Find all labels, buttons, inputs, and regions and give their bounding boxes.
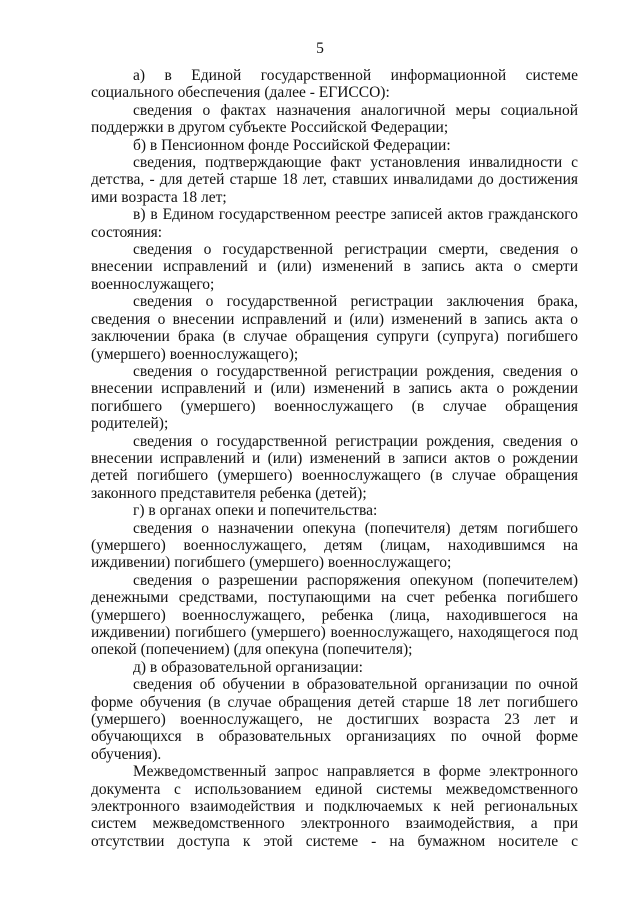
paragraph-education-info: сведения об обучении в образовательной организации по очной форме обучения (в случае обращения детей старше 18 лет погибшего (умершего) военнослужащего, не достигших возраста 23 лет и обучающихся в образовательных организациях по очной форме обучения). (91, 676, 578, 763)
paragraph-interagency-request: Межведомственный запрос направляется в форме электронного документа с использованием единой системы межведомственного электронного взаимодействия и подключаемых к ней региональных систем межведомственного электронного взаимодействия, а при отсутствии доступа к этой системе - на бумажном носителе с (91, 763, 578, 850)
paragraph-guardian-appointment: сведения о назначении опекуна (попечителя) детям погибшего (умершего) военнослужащего, детям (лицам, находившимся на иждивении) погибшего (умершего) военнослужащего; (91, 519, 578, 572)
paragraph-guardianship-heading: г) в органах опеки и попечительства: (133, 502, 378, 520)
paragraph-birth-registration-children: сведения о государственной регистрации рождения, сведения о внесении исправлений и (или) изменений в записи актов о рождении детей погибшего (умершего) военнослужащего (в случае обращения законного представителя ребенка (детей); (91, 432, 578, 502)
paragraph-egisso-heading: а) в Единой государственной информационной системе социального обеспечения (далее - ЕГИССО): (91, 67, 578, 102)
paragraph-guardian-funds: сведения о разрешении распоряжения опекуном (попечителем) денежными средствами, поступающими на счет ребенка погибшего (умершего) военнослужащего, ребенка (лица, находившегося на иждивении) погибшего (умершего) военнослужащего, находящегося под опекой (попечением) (для опекуна (попечителя); (91, 571, 578, 659)
paragraph-pension-fund-heading: б) в Пенсионном фонде Российской Федерации: (133, 136, 451, 154)
paragraph-marriage-registration: сведения о государственной регистрации заключения брака, сведения о внесении исправлений и (или) изменений в запись акта о заключении брака (в случае обращения супруги (супруга) погибшего (умершего) военнослужащего); (91, 293, 578, 363)
paragraph-birth-registration-serviceman: сведения о государственной регистрации рождения, сведения о внесении исправлений и (или) изменений в запись акта о рождении погибшего (умершего) военнослужащего (в случае обращения родителей); (91, 362, 578, 433)
page-number: 5 (316, 40, 324, 57)
paragraph-disability-info: сведения, подтверждающие факт установления инвалидности с детства, - для детей старше 18 лет, ставших инвалидами до достижения ими возраста 18 лет; (91, 154, 578, 206)
paragraph-egisso-info: сведения о фактах назначения аналогичной меры социальной поддержки в другом субъекте Российской Федерации; (91, 101, 578, 137)
paragraph-death-registration: сведения о государственной регистрации смерти, сведения о внесении исправлений и (или) изменений в запись акта о смерти военнослужащего; (91, 241, 578, 293)
paragraph-education-heading: д) в образовательной организации: (133, 658, 363, 676)
document-body (91, 67, 578, 850)
paragraph-civil-registry-heading: в) в Едином государственном реестре записей актов гражданского состояния: (91, 206, 578, 241)
